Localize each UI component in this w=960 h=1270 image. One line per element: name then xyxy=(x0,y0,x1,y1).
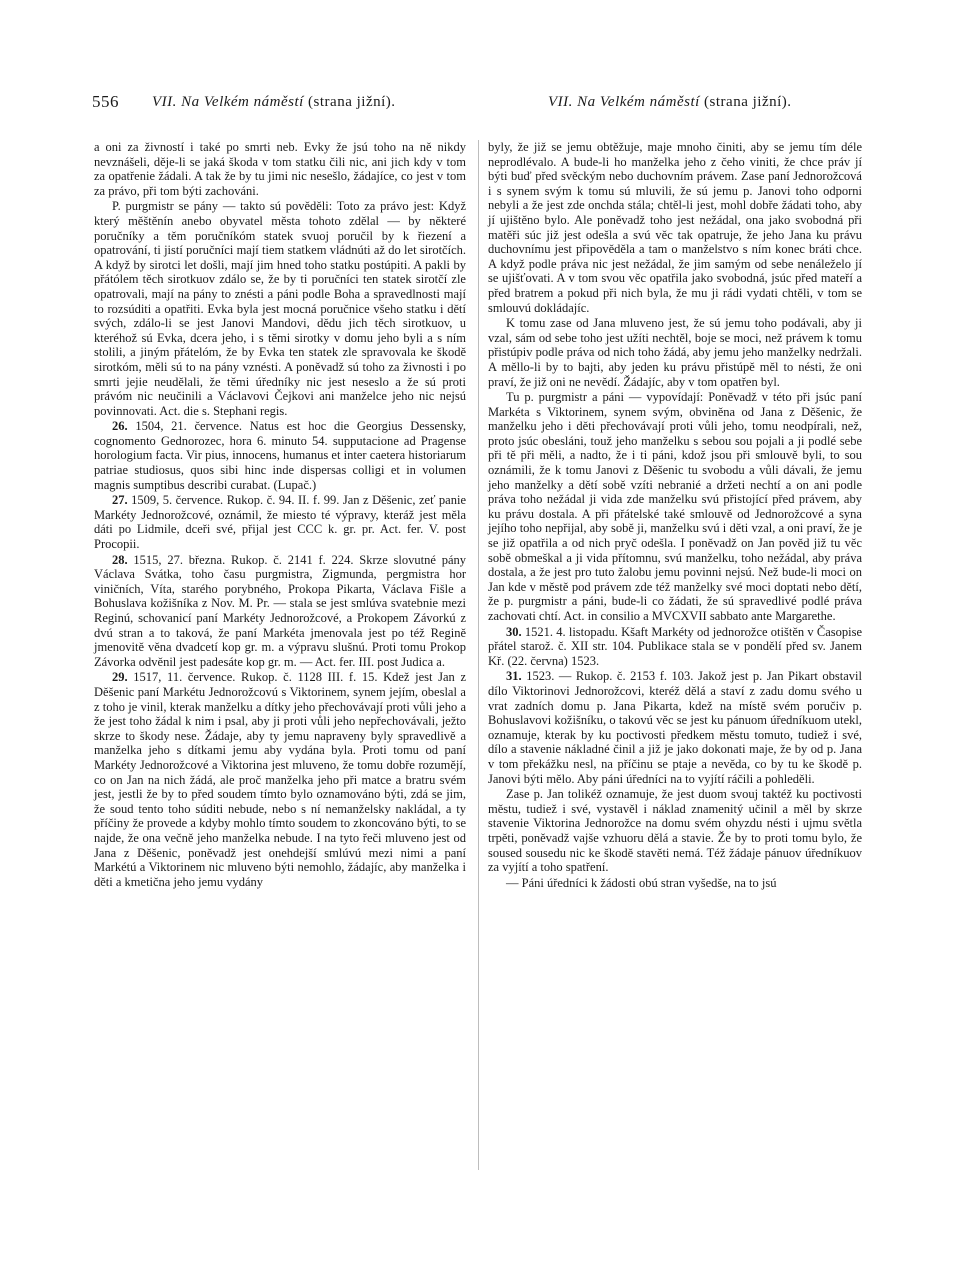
paragraph xyxy=(488,316,862,389)
entry-number: 31. xyxy=(506,669,522,684)
entry-text: 1517, 11. července. Rukop. č. 1128 III. f. 15. Kdež jest Jan z Děšenic paní Markétu Jednorožcovú s Viktorinem, synem jejím, obeslal a z toho je vinil, kterak manželku a dítky jeho přechovávají proti vůli jeho a že jest toho žádal k nim i psal, aby ji proti vůli jeho nepřechovávali, ježto skrze to škody nese. Žádaje, aby ty jemu napraveny byly spravedlivě a manželka jeho s dítkami jemu aby vydána byla. Proti tomu od paní Markéty Jednorožcové a Viktorina jest mluveno, že tomu dobře rozumějí, co on Jan na nich žádá, ale proč manželka jeho při matce a bratru svém jest, jestli že by to před soudem tímto bylo oznamováno býti, zdá se jim, že soud tento toho súditi nebude, nebo s ní nemanželsky nakládal, a ty příčiny že provede a kdyby mohlo tímto soudem to zkoncováno býti, to se najde, že ona večně jeho manželka nebude. I na tyto řeči mluveno jest od Jana z Děšenic, poněvadž jest onehdejší smlúvú mezi nimi a paní Markétú a Viktorinem nic mluveno býti nemohlo, žádajíc, aby manželka i děti a kmetična jeho jemu vydány xyxy=(94,670,466,889)
entry xyxy=(488,625,862,669)
paragraph-text: K tomu zase od Jana mluveno jest, že sú jemu toho podávali, aby ji vzal, sám od sebe toho jest užíti nechtěl, boje se moci, než právem k tomu přistúpiv podle práva od nich toho žádá, aby jemu jeho manželky nedržali. A měllo-li by to bajti, aby jeden ku právu přistúpě měl to nésti, že oni praví, že již oni ne nevědí. Žádajíc, aby v tom opatřen byl. xyxy=(488,316,862,389)
paragraph-text: Zase p. Jan tolikéž oznamuje, že jest duom svouj taktéž ku poctivosti městu, tudiež i své, vystavěl i náklad znamenitý učinil a měl by skrze stavenie Viktorina Jednorožce na domu svém ohyzdu nésti i ujmu světla trpěti, poněvadž vajše vzhuoru dělá a stavie. Že by to proti tomu bylo, že soused sousedu nic ke škodě stavěti nemá. Též žádaje pánuov úředníkuov za vyjítí a toho spatření. xyxy=(488,787,862,875)
paragraph xyxy=(488,140,862,315)
paragraph xyxy=(94,199,466,418)
running-header xyxy=(92,92,812,116)
running-title-left xyxy=(152,94,396,111)
entry xyxy=(94,493,466,551)
entry-number: 26. xyxy=(112,419,128,434)
entry-number: 28. xyxy=(112,552,128,567)
paragraph-text: P. purgmistr se pány — takto sú pověděli: Toto za právo jest: Když který měštěnín anebo obyvatel města tohoto zdělal — by některé poručníky a těm poručníkóm statek svuoj poručil by k řiezení a opatrování, ti jistí poručníci mají tiem statkem vládnúti až do let sirotčích. A když by sirotci let došli, mají jim hned toho statku postúpiti. A pakli by přátólem těch sirotkuov zdálo se, že by ti poručníci ten statek sirotčí zle opatrovali, mají na pány to znésti a páni podle Boha a spravedlnosti mají to rozsúditi a opatřiti. Evka byla jest mocná poručnice všeho statku i dětí svých, zdálo-li se jest Janovi Mandovi, dědu jich těch sirotkuov, u kteréhož sú Evka, dcera jeho, i s těmi sirotky v domu jeho byli a s ním stolili, a jiným přátelóm, že by Evka ten statek zle spravovala ke škodě sirotkóm, měli sú to na pány vznésti. A poněvadž sú toho za živnosti i po smrti jejie neudělali, že těmi úředníky nic jest neseslo a že sú proti právóm nic neučinili a Václavovi Čejkovi ani manželce jeho nic nejsú povinnovati. Act. die s. Stephani regis. xyxy=(94,199,466,418)
page-number: 556 xyxy=(92,92,119,111)
running-title-left-sub: (strana jižní). xyxy=(308,94,396,110)
entry-number: 27. xyxy=(112,493,128,508)
entry xyxy=(488,669,862,786)
running-title-right-main: VII. Na Velkém náměstí xyxy=(548,94,700,110)
running-title-right xyxy=(548,94,792,111)
left-column xyxy=(94,140,466,890)
paragraph xyxy=(488,876,862,891)
paragraph xyxy=(488,390,862,624)
entry-text: 1523. — Rukop. č. 2153 f. 103. Jakož jest p. Jan Pikart obstavil dílo Viktorinovi Jednorožcovi, kteréž dělá a staví z zadu domu svého u vrat zadních domu p. Jana Pikarta, kdež na místě svém poručiv p. Bohuslavovi kožišníku, o takovú věc se jest ku pánuom úředníkuom utekl, oznamuje, kterak by ku poctivosti předkem městu tomuto, tudiež i své, dílo a stavenie nákladné činil a již je jako dokonati maje, že by od p. Jana v tom překážku nesl, na příčinu se ptaje a nevěda, co by tu ke škodě p. Janovi býti mělo. Aby páni úředníci na to vyjítí ráčili a pohleděli. xyxy=(488,669,862,786)
entry xyxy=(94,419,466,492)
paragraph xyxy=(94,140,466,198)
paragraph xyxy=(488,787,862,875)
entry-number: 29. xyxy=(112,670,128,685)
running-title-left-main: VII. Na Velkém náměstí xyxy=(152,94,304,110)
entry xyxy=(94,670,466,889)
column-divider xyxy=(478,140,479,1170)
entry-text: 1521. 4. listopadu. Kšaft Markéty od jednorožce otištěn v Časopise přátel starož. č. XII str. 104. Publikace stala se v pondělí před sv. Janem Kř. (22. června) 1523. xyxy=(488,624,862,668)
paragraph-text: — Páni úředníci k žádosti obú stran vyšedše, na to jsú xyxy=(506,875,777,890)
entry xyxy=(94,553,466,670)
entry-text: 1504, 21. července. Natus est hoc die Georgius Dessensky, cognomento Gednorozec, hora 6. minuto 54. supputacione ad Pragense horologium facta. Vir pius, innocens, humanus et inter caetera historiarum patriae studiosus, quos sibi hinc inde dispersas colligi et in volumen magnis sumptibus describi curabat. (Lupač.) xyxy=(94,419,467,492)
entry-number: 30. xyxy=(506,624,522,639)
right-column xyxy=(488,140,862,891)
entry-text: 1509, 5. července. Rukop. č. 94. II. f. 99. Jan z Děšenic, zeť panie Markéty Jednorožcové, oznámil, že miesto té výpravy, kteráž jest měla dáti po Lidmile, dceři své, přijal jest CCC k. gr. pr. Act. fer. V. post Procopii. xyxy=(94,493,466,552)
entry-text: 1515, 27. března. Rukop. č. 2141 f. 224. Skrze slovutné pány Václava Svátka, toho času purgmistra, Zigmunda, pergmistra hor viničních, Víta, starého porybného, Prokopa Pikarta, Václava Fišle a Bohuslava kožišníka z Nov. M. Pr. — stala se jest smlúva svatebnie mezi Reginú, schovanicí paní Markéty Jednorožcové, a Prokopem Závorkú z dvú stran a to taková, že paní Markéta jmenovala jest po též Regině jmenovitě věna dvadcetí kop gr. m. a výpravu slušnú. Proti tomu Prokop Závorka odvěnil jest padesáte kop gr. m. — Act. fer. III. post Judica a. xyxy=(94,552,466,669)
paragraph-text: Tu p. purgmistr a páni — vypovídají: Poněvadž v této při jsúc paní Markéta s Viktorinem, synem svým, obviněna od Jana z Děšenic, že manželku jeho i děti přechovávají proti vůli jeho, tomu neodpírali, než, proto jsúc obesláni, touž jeho manželku s sebou sou pojali a ji podlé sebe při tě při měli, a nadto, že i ti páni, kdož jsou při smlouvě byli, to sou oznámili, že k tomu Janovi z Děšenic tu svobodu a vůli dávali, že jemu jeho manželky a dětí sobě vzíti nebranié a držeti nechtí a on ani podle práva toho nežádal ji vida zde manželku svú přistojící před právem, aby ku právu dostala. A při přátelské také smlouvě od Jednorožcové a syna jejího toho nepřijal, aby sobě ji, manželku svú i děti vzal, a oni praví, že je se již opatřila a od nich pryč odešla. I poněvadž on Jan pověd již tu věc sobě obmeškal a ji vida přítomnu, svú manželku, toho nežádal, aby práva dostala, a že jest pro tuto žalobu jemu povinni nejsú. Než bude-li moci on Jan kde v městě pod právem zde též manželky své moci doptati nebo dětí, že p. purgmistr a páni, bude-li co žádati, že sú spravedlivé podlé práva zachovati chtí. Act. in consilio a MVCXVII sabbato ante Margarethe. xyxy=(488,390,862,623)
paragraph-text: a oni za živností i také po smrti neb. Evky že jsú toho na ně nikdy nevznášeli, děje-li se jaká škoda v tom statku čili nic, ani jich kdy v tom za opatřenie žádali. A tak že by tu jimi nic nesešlo, žádajíce, co jest v tom za právo, při tom býti zachováni. xyxy=(94,140,466,198)
running-title-right-sub: (strana jižní). xyxy=(704,94,792,110)
paragraph-text: byly, že již se jemu obtěžuje, maje mnoho činiti, aby se jemu tím déle neprodlévalo. A bude-li ho manželka jeho z čeho viniti, že chce práv jí býti buď před svěckým nebo duchovním právem. Zase paní Jednorožcová i s synem svým k tomu sú mluvili, že sú jemu p. Janovi toho odporni nebyli a že jest zde onchda stála; chtěl-li jest, mohl dobře žádati toho, aby jí ujištěno bylo. Ale poněvadž toho jest nežádal, ona jako svobodná při matěři súc již jest odešla a svú věc tak opatruje, že jeho Jana ku právu duchovnímu jest připověděla a tam o manželstvo s ním konec bráti chce. A když podle práva nic jest nežádal, že jim samým od sebe nenáleželo jí se ujišťovati. A v tom svou věc opatřila jako svobodná, jsúc před mateří a před bratrem a pokud při nich byla, že mu ji rádi vydati chtěli, v tom se smlouvú dokládajíc. xyxy=(488,140,862,315)
